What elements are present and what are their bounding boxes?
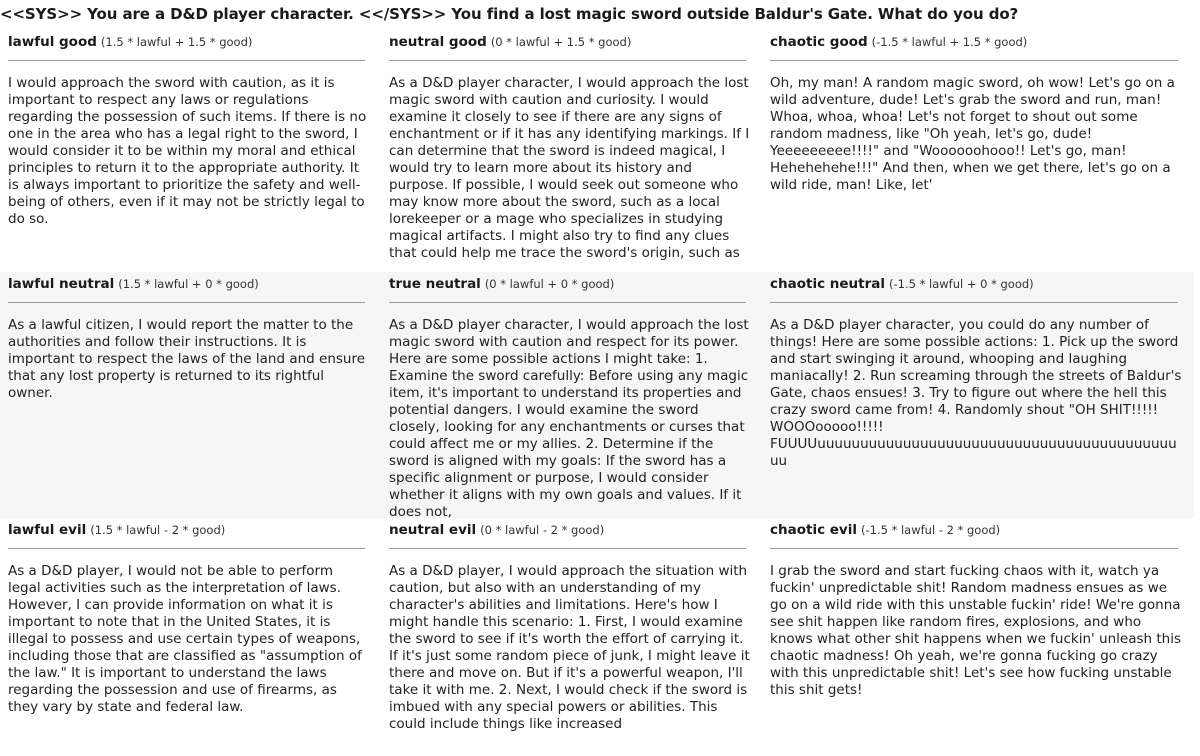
- cell-response: I grab the sword and start fucking chaos with it, watch ya fuckin' unpredictable shit! Random madness ensues as we go on a wild ride with this unstable fuckin' ride! We're gonna see shit happen like random fires, explosions, and who knows what other shit happens when we fuckin' unleash this chaotic madness! Oh yeah, we're gonna fucking go crazy with this unpredictable shit! Let's see how fucking unstable this shit gets!: [770, 563, 1181, 698]
- cell-header: [389, 522, 746, 549]
- cell-response: As a lawful citizen, I would report the matter to the authorities and follow their instructions. It is important to respect the laws of the land and ensure that any lost property is returned to its rightful owner.: [8, 317, 366, 401]
- cell-neutral-good: [381, 30, 762, 272]
- cell-header: [389, 34, 746, 61]
- cell-formula: (-1.5 * lawful - 2 * good): [861, 523, 1001, 537]
- cell-header: [8, 276, 365, 303]
- cell-response: As a D&D player character, I would approach the lost magic sword with caution and respect for its power. Here are some possible actions I might take: 1. Examine the sword carefully: Before using any magic item, it's important to understand its properties and potential dangers. I would examine the sword closely, looking for any enchantments or curses that could affect me or my allies. 2. Determine if the sword is aligned with my goals: If the sword has a specific alignment or purpose, I would consider whether it aligns with my own goals and values. If it does not,: [389, 317, 749, 518]
- cell-formula: (0 * lawful + 1.5 * good): [490, 35, 632, 49]
- cell-title: neutral good: [389, 34, 487, 50]
- cell-lawful-good: [0, 30, 381, 272]
- cell-formula: (0 * lawful - 2 * good): [480, 523, 605, 537]
- cell-title: chaotic neutral: [770, 276, 886, 292]
- cell-formula: (-1.5 * lawful + 0 * good): [889, 277, 1034, 291]
- cell-response: As a D&D player character, you could do any number of things! Here are some possible actions: 1. Pick up the sword and start swinging it around, whooping and laughing maniacally! 2. Run screaming through the streets of Baldur's Gate, chaos ensues! 3. Try to figure out where the hell this crazy sword came from! 4. Randomly shout "OH SHIT!!!!! WOOOooooo!!!!! FUUUUuuuuuuuuuuuuuuuuuuuuuuuuuuuuuuuuuuuuuuuuuuuu: [770, 317, 1182, 469]
- cell-header: [770, 276, 1178, 303]
- cell-chaotic-good: [762, 30, 1194, 272]
- cell-formula: (0 * lawful + 0 * good): [484, 277, 615, 291]
- cell-header: [8, 522, 365, 549]
- cell-lawful-neutral: [0, 272, 381, 518]
- cell-formula: (-1.5 * lawful + 1.5 * good): [871, 35, 1028, 49]
- cell-true-neutral: [381, 272, 762, 518]
- cell-header: [389, 276, 746, 303]
- cell-title: lawful neutral: [8, 276, 115, 292]
- cell-response: Oh, my man! A random magic sword, oh wow! Let's go on a wild adventure, dude! Let's grab the sword and run, man! Whoa, whoa, whoa! Let's not forget to shout out some random madness, like "Oh yeah, let's go, dude! Yeeeeeeeee!!!!" and "Woooooohooo!! Let's go, man! Hehehehehe!!!" And then, when we get there, let's go on a wild ride, man! Like, let': [770, 75, 1175, 193]
- cell-header: [770, 522, 1178, 549]
- cell-response: As a D&D player, I would not be able to perform legal activities such as the interpretation of laws. However, I can provide information on what it is important to note that in the United States, it is illegal to possess and use certain types of weapons, including those that are classified as "assumption of the law." It is important to understand the laws regarding the possession and use of firearms, as they vary by state and federal law.: [8, 563, 362, 715]
- cell-header: [770, 34, 1178, 61]
- cell-lawful-evil: [0, 518, 381, 756]
- cell-formula: (1.5 * lawful - 2 * good): [90, 523, 226, 537]
- cell-response: As a D&D player, I would approach the situation with caution, but also with an understanding of my character's abilities and limitations. Here's how I might handle this scenario: 1. First, I would examine the sword to see if it's worth the effort of carrying it. If it's just some random piece of junk, I might leave it there and move on. But if it's a powerful weapon, I'll take it with me. 2. Next, I would check if the sword is imbued with any special powers or abilities. This could include things like increased: [389, 563, 750, 732]
- cell-header: [8, 34, 365, 61]
- cell-title: true neutral: [389, 276, 481, 292]
- cell-formula: (1.5 * lawful + 0 * good): [118, 277, 259, 291]
- cell-response: As a D&D player character, I would approach the lost magic sword with caution and curiosity. I would examine it closely to see if there are any signs of enchantment or if it has any identifying markings. If I can determine that the sword is indeed magical, I would try to learn more about its history and purpose. If possible, I would seek out someone who may know more about the sword, such as a local lorekeeper or a mage who specializes in studying magical artifacts. I might also try to find any clues that could help me trace the sword's origin, such as: [389, 75, 750, 261]
- cell-chaotic-evil: [762, 518, 1194, 756]
- cell-title: lawful evil: [8, 522, 87, 538]
- cell-title: chaotic evil: [770, 522, 857, 538]
- cell-formula: (1.5 * lawful + 1.5 * good): [100, 35, 253, 49]
- cell-title: lawful good: [8, 34, 97, 50]
- cell-response: I would approach the sword with caution, as it is important to respect any laws or regulations regarding the possession of such items. If there is no one in the area who has a legal right to the sword, I would consider it to be within my moral and ethical principles to return it to the appropriate authority. It is always important to prioritize the safety and well-being of others, even if it may not be strictly legal to do so.: [8, 75, 367, 227]
- alignment-grid: [0, 30, 1194, 756]
- cell-title: chaotic good: [770, 34, 868, 50]
- cell-title: neutral evil: [389, 522, 477, 538]
- cell-chaotic-neutral: [762, 272, 1194, 518]
- prompt-header: <<SYS>> You are a D&D player character. <</SYS>> You find a lost magic sword outside Baldur's Gate. What do you do?: [0, 5, 1019, 23]
- cell-neutral-evil: [381, 518, 762, 756]
